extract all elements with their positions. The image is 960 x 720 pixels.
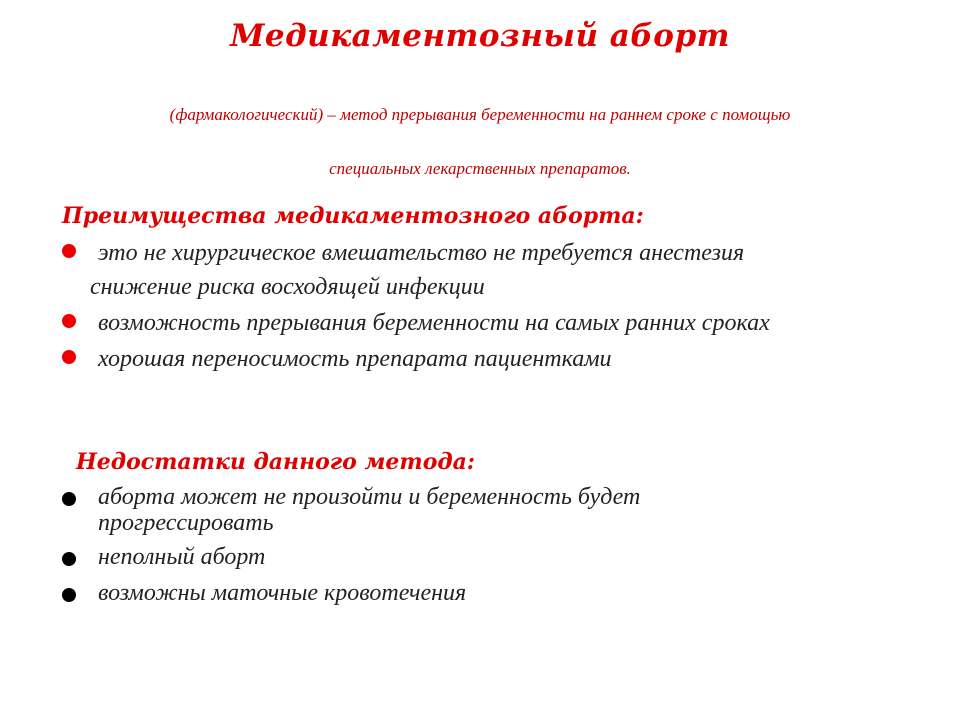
disadvantage-text: возможны маточные кровотечения bbox=[98, 580, 467, 606]
definition-line-1: (фармакологический) – метод прерывания беременности на раннем сроке с помощью bbox=[169, 105, 791, 124]
disadvantages-heading: Недостатки данного метода: bbox=[76, 449, 476, 475]
bullet-icon bbox=[62, 588, 76, 602]
advantages-heading: Преимущества медикаментозного аборта: bbox=[62, 203, 644, 229]
advantage-text: это не хирургическое вмешательство не требуется анестезия bbox=[98, 240, 745, 266]
disadvantage-text: неполный аборт bbox=[98, 544, 266, 570]
slide-title: Медикаментозный аборт bbox=[230, 18, 730, 54]
bullet-icon bbox=[62, 244, 76, 258]
bullet-icon bbox=[62, 314, 76, 328]
advantage-text: возможность прерывания беременности на самых ранних сроках bbox=[98, 310, 770, 336]
bullet-icon bbox=[62, 552, 76, 566]
definition bbox=[80, 88, 880, 196]
definition-line-2: специальных лекарственных препаратов. bbox=[329, 159, 631, 178]
disadvantage-text: аборта может не произойти и беременность будет прогрессировать bbox=[98, 484, 641, 536]
bullet-icon bbox=[62, 492, 76, 506]
bullet-icon bbox=[62, 350, 76, 364]
advantage-text: хорошая переносимость препарата пациентками bbox=[98, 346, 612, 372]
advantage-item-continued: снижение риска восходящей инфекции bbox=[90, 274, 485, 300]
